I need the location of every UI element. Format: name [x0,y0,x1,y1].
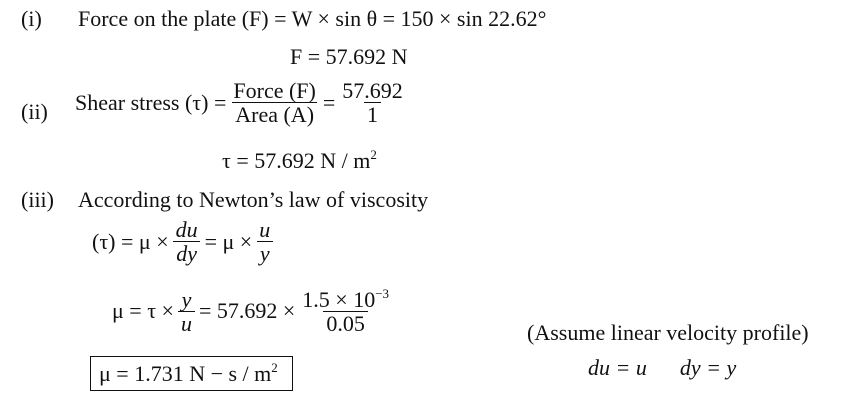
part-ii-shear-stress-equation [75,79,410,126]
y-u-fraction [178,288,195,335]
equation-middle: = μ × [204,228,253,254]
part-i-label: (i) [21,6,42,31]
viscosity-answer: μ = 1.731 N − s / m [99,361,272,386]
assumption-relations [588,355,736,381]
exponent: −3 [375,286,390,301]
value-fraction [339,79,406,126]
assumption-note: (Assume linear velocity profile) [527,320,809,345]
fraction-denominator: Area (A) [232,102,317,126]
numerator-base: 1.5 × 10 [302,287,376,312]
fraction-denominator: y [257,241,273,265]
equation-lhs: (τ) = μ × [92,228,169,254]
force-over-area-fraction [230,79,318,126]
shear-stress-value: τ = 57.692 N / m [222,148,371,173]
part-i-force-equation: Force on the plate (F) = W × sin θ = 150 × sin 22.62° [78,6,547,31]
fraction-numerator: y [181,286,192,312]
fraction-denominator: 0.05 [323,311,368,335]
part-iii-heading: According to Newton’s law of viscosity [78,187,429,212]
du-dy-fraction [173,218,201,265]
part-i-force-result: F = 57.692 N [290,44,408,69]
dy-equals-y: dy = y [679,355,737,380]
viscosity-calculation-equation [112,287,396,335]
newton-viscosity-equation [92,218,277,265]
fraction-numerator: 57.692 [342,78,403,103]
final-answer-box [90,356,293,391]
fraction-numerator: u [259,217,271,242]
part-ii-shear-stress-result [222,147,377,174]
numeric-fraction [299,287,392,335]
fraction-denominator: dy [173,241,200,265]
fraction-numerator: Force (F) [233,78,316,103]
fraction-numerator [299,287,392,311]
u-y-fraction [256,218,273,265]
part-ii-label: (ii) [21,99,48,124]
part-iii-label: (iii) [21,187,54,212]
fraction-denominator: u [178,311,195,335]
du-equals-u: du = u [588,355,647,380]
equals-sign: = [322,89,336,115]
equation-middle: = 57.692 × [198,298,296,324]
fraction-numerator: du [175,217,198,242]
exponent: 2 [370,147,377,162]
shear-stress-lhs: Shear stress (τ) = [75,89,227,115]
exponent: 2 [271,360,278,375]
fraction-denominator: 1 [364,102,381,126]
equation-lhs: μ = τ × [112,298,174,324]
